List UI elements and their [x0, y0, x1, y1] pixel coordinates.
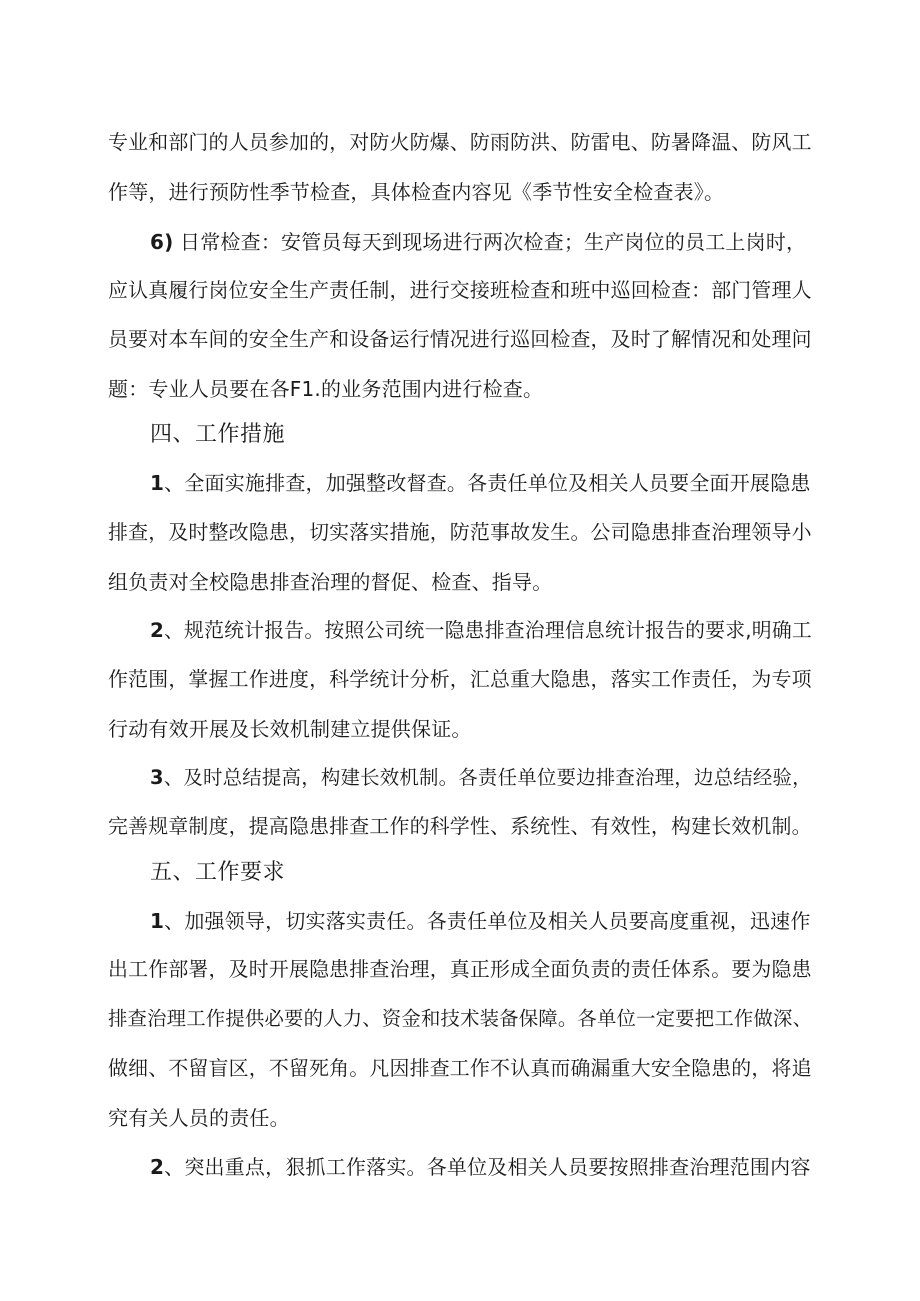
paragraph-line: 行动有效开展及长效机制建立提供保证。: [108, 717, 472, 741]
paragraph-line: 组负责对全校隐患排查治理的督促、检查、指导。: [108, 570, 553, 594]
paragraph-line: 做细、不留盲区，不留死角。凡因排查工作不认真而确漏重大安全隐患的，将追: [108, 1057, 812, 1080]
item-number: 2: [150, 1155, 165, 1179]
paragraph-line: [150, 766, 812, 790]
paragraph-line: [150, 1155, 811, 1179]
item-number: 6): [150, 230, 174, 254]
item-text: 、全面实施排查，加强整改督查。各责任单位及相关人员要全面开展隐患: [164, 471, 811, 495]
section-heading: 五、工作要求: [150, 860, 286, 885]
section-heading: 四、工作措施: [150, 422, 286, 447]
item-number: 3: [150, 766, 164, 789]
paragraph-line: [150, 230, 806, 254]
paragraph-line: 作范围，掌握工作进度，科学统计分析，汇总重大隐患，落实工作责任，为专项: [108, 668, 812, 691]
paragraph-line: [150, 471, 811, 495]
item-text: 、突出重点，狠抓工作落实。各单位及相关人员要按照排查治理范围内容: [164, 1155, 811, 1179]
paragraph-line: 应认真履行岗位安全生产责任制，进行交接班检查和班中巡回检查：部门管理人: [108, 279, 812, 302]
paragraph-line: 排查治理工作提供必要的人力、资金和技术装备保障。各单位一定要把工作做深、: [108, 1007, 813, 1030]
item-number: 2: [150, 619, 165, 642]
item-text: 、及时总结提高，构建长效机制。各责任单位要边排查治理，边总结经验，: [163, 766, 812, 789]
paragraph-line: [150, 909, 811, 933]
paragraph-line: 作等，进行预防性季节检查，具体检查内容见《季节性安全检查表》。: [108, 180, 725, 204]
item-text: 日常检查：安管员每天到现场进行两次检查；生产岗位的员工上岗时，: [180, 230, 807, 254]
paragraph-line: 究有关人员的责任。: [108, 1106, 290, 1130]
item-number: 1: [150, 471, 165, 495]
item-text: 、规范统计报告。按照公司统一隐患排查治理信息统计报告的要求,明确工: [164, 619, 812, 642]
item-number: 1: [150, 909, 165, 933]
paragraph-line: 题：专业人员要在各F1.的业务范围内进行检查。: [108, 377, 544, 401]
item-text: 、加强领导，切实落实责任。各责任单位及相关人员要高度重视，迅速作: [164, 909, 811, 933]
paragraph-line: 员要对本车间的安全生产和设备运行情况进行巡回检查，及时了解情况和处理问: [108, 328, 812, 351]
paragraph-line: 完善规章制度，提高隐患排查工作的科学性、系统性、有效性，构建长效机制。: [108, 815, 812, 838]
paragraph-line: [150, 619, 812, 643]
paragraph-line: 排查，及时整改隐患，切实落实措施，防范事故发生。公司隐患排查治理领导小: [108, 521, 812, 544]
paragraph-line: 出工作部署，及时开展隐患排查治理，真正形成全面负责的责任体系。要为隐患: [108, 958, 812, 981]
paragraph-line: 专业和部门的人员参加的，对防火防爆、防雨防洪、防雷电、防暑降温、防风工: [108, 131, 812, 154]
